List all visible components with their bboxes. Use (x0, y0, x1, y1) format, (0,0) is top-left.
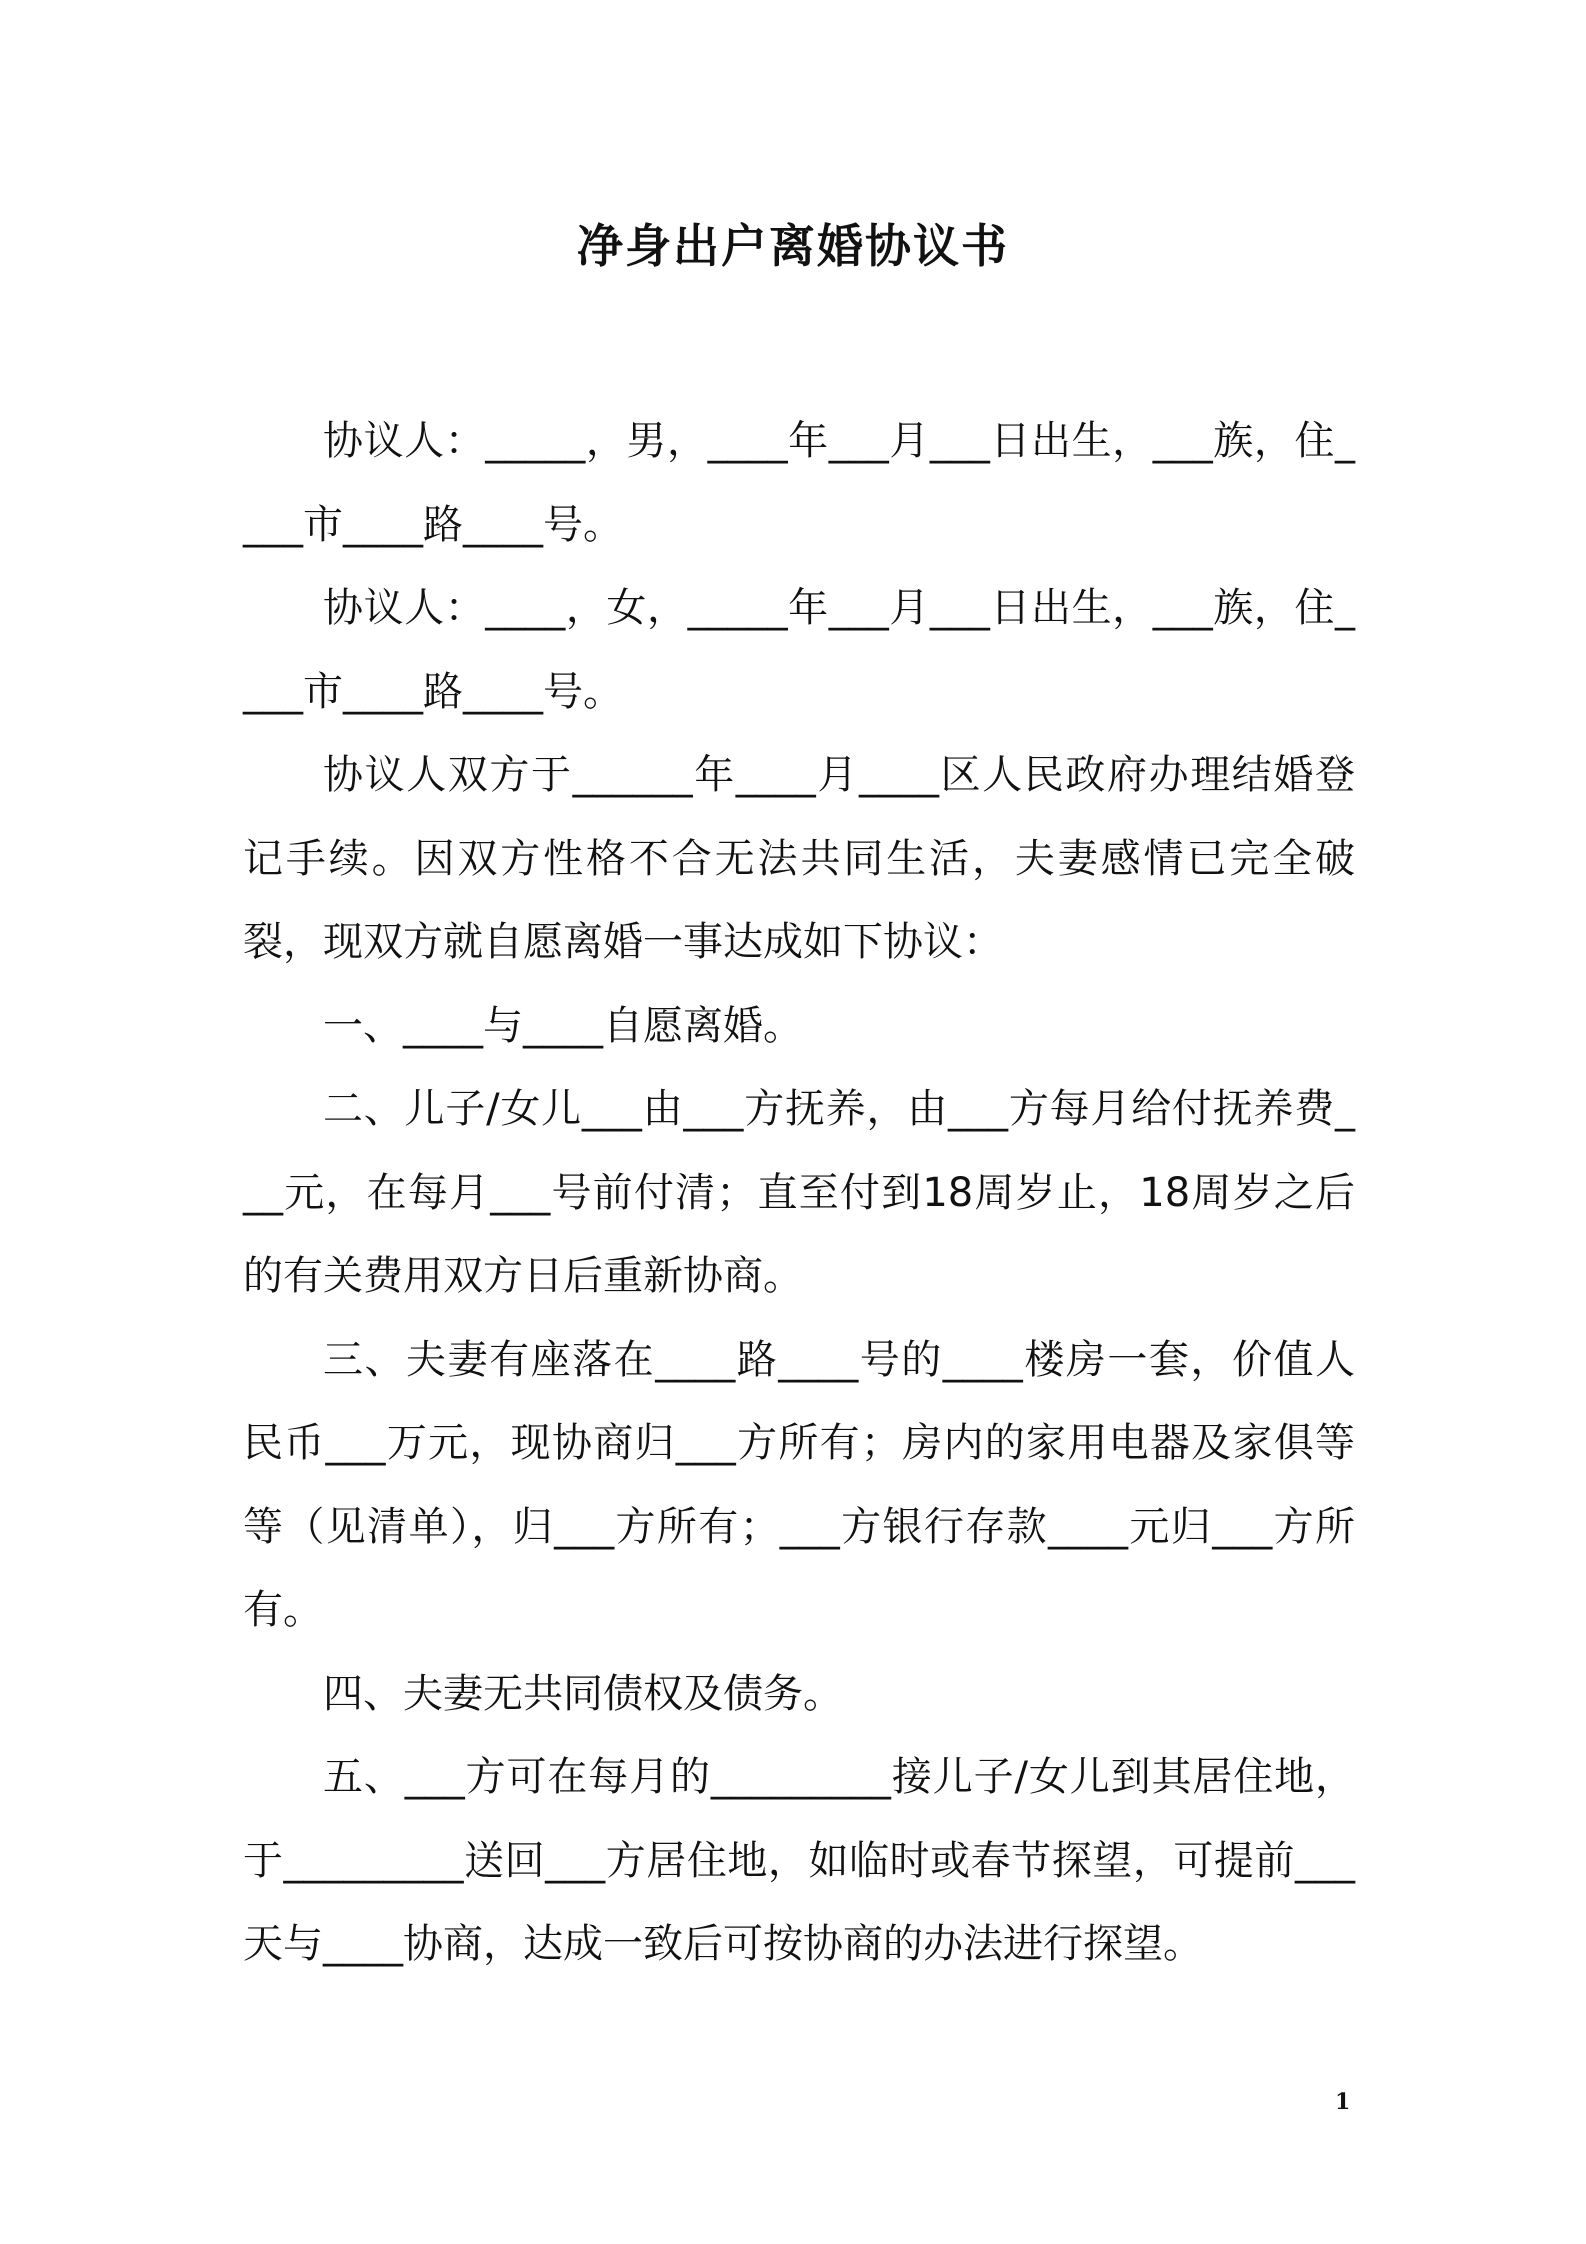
paragraph-preamble: 协议人双方于______年____月____区人民政府办理结婚登记手续。因双方性格不合无法共同生活，夫妻感情已完全破裂，现双方就自愿离婚一事达成如下协议： (243, 752, 1355, 965)
document-body (243, 400, 1355, 1987)
clause-3: 三、夫妻有座落在____路____号的____楼房一套，价值人民币___万元，现协商归___方所有；房内的家用电器及家俱等等（见清单），归___方所有；___方银行存款____元归___方所有。 (243, 1336, 1355, 1633)
clause-1: 一、____与____自愿离婚。 (323, 1002, 803, 1049)
paragraph-party-female: 协议人：____，女，_____年___月___日出生，___族，住____市____路____号。 (243, 585, 1355, 715)
clause-4: 四、夫妻无共同债权及债务。 (323, 1670, 843, 1717)
paragraph-party-male: 协议人：_____，男，____年___月___日出生，___族，住____市____路____号。 (243, 418, 1355, 548)
page-number: 1 (1335, 2089, 1351, 2115)
clause-5: 五、___方可在每月的_________接儿子/女儿到其居住地，于_________送回___方居住地，如临时或春节探望，可提前___天与____协商，达成一致后可按协商的办法进行探望。 (243, 1754, 1355, 1967)
clause-2: 二、儿子/女儿___由___方抚养，由___方每月给付抚养费___元，在每月___号前付清；直至付到18周岁止，18周岁之后的有关费用双方日后重新协商。 (243, 1086, 1355, 1299)
document-title: 净身出户离婚协议书 (577, 219, 1009, 273)
